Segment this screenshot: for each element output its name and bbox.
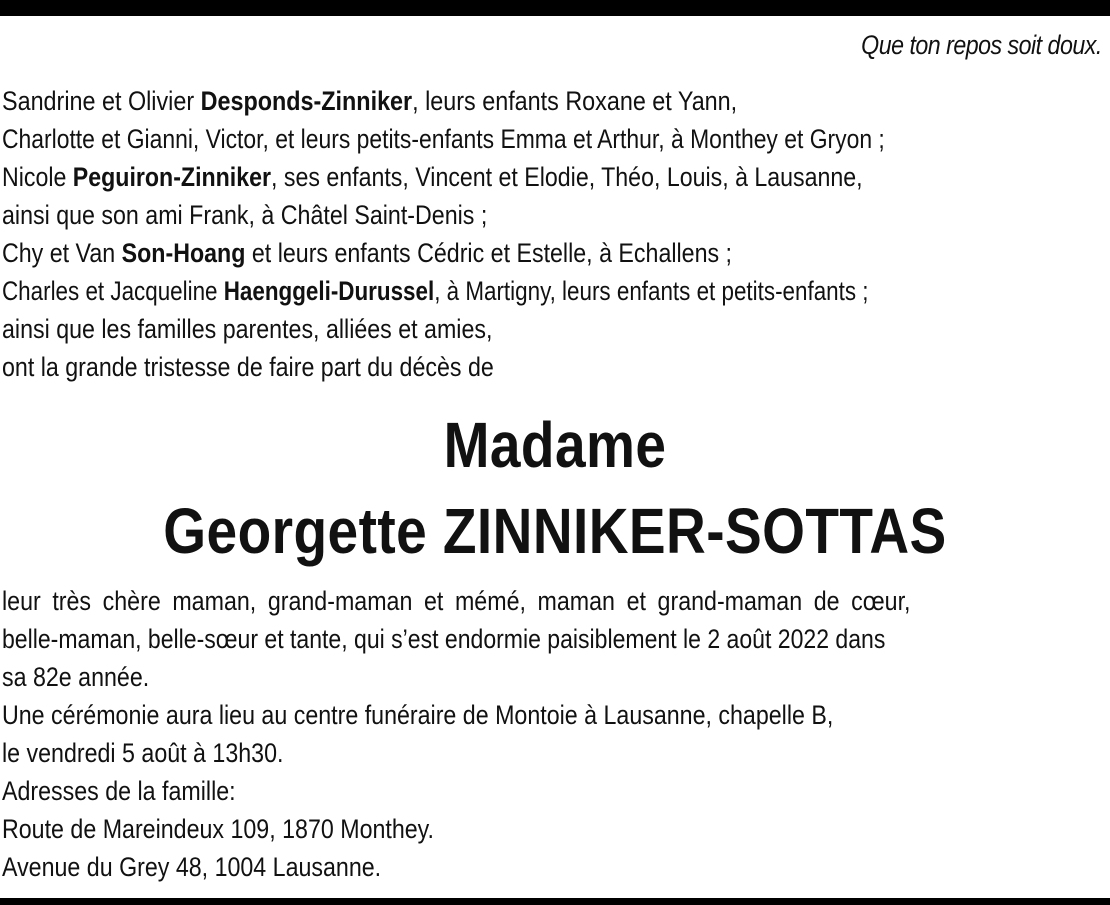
address-lausanne: Avenue du Grey 48, 1004 Lausanne. [2,852,382,882]
body-line-2: belle-maman, belle-sœur et tante, qui s’est endormie paisiblement le 2 août 2022 dans [2,624,886,654]
addresses-heading: Adresses de la famille: [2,776,236,806]
address-monthey: Route de Mareindeux 109, 1870 Monthey. [2,814,435,844]
family-line-7: ainsi que les familles parentes, alliées et amies, [2,314,493,344]
family-surname: Desponds-Zinniker [200,86,413,116]
family-surname: Son-Hoang [121,238,246,268]
family-line-8: ont la grande tristesse de faire part du décès de [2,352,494,382]
ceremony-line: Une cérémonie aura lieu au centre funéraire de Montoie à Lausanne, chapelle B, [2,700,834,730]
deceased-name: Georgette ZINNIKER-SOTTAS [163,495,947,567]
family-line-5: Chy et Van Son-Hoang et leurs enfants Cédric et Estelle, à Echallens ; [2,238,733,268]
body-line-3: sa 82e année. [2,662,150,692]
family-line-1: Sandrine et Olivier Desponds-Zinniker, leurs enfants Roxane et Yann, [2,86,738,116]
body-line-1: leur très chère maman, grand-maman et mémé, maman et grand-maman de cœur, [2,586,911,616]
epigraph: Que ton repos soit doux. [861,30,1102,60]
family-line-3: Nicole Peguiron-Zinniker, ses enfants, Vincent et Elodie, Théo, Louis, à Lausanne, [2,162,863,192]
family-line-4: ainsi que son ami Frank, à Châtel Saint-Denis ; [2,200,488,230]
ceremony-date-line: le vendredi 5 août à 13h30. [2,738,284,768]
family-surname: Peguiron-Zinniker [72,162,272,192]
family-surname: Haenggeli-Durussel [223,276,435,306]
deceased-name-block [0,402,1110,574]
family-announcement [2,82,1046,386]
family-line-2: Charlotte et Gianni, Victor, et leurs petits-enfants Emma et Arthur, à Monthey et Gryon ; [2,124,885,154]
top-rule [0,0,1110,16]
bottom-rule [0,898,1110,905]
family-line-6: Charles et Jacqueline Haenggeli-Durussel, à Martigny, leurs enfants et petits-enfants ; [2,276,869,306]
notice-body [2,582,1058,886]
deceased-honorific: Madame [443,409,667,481]
